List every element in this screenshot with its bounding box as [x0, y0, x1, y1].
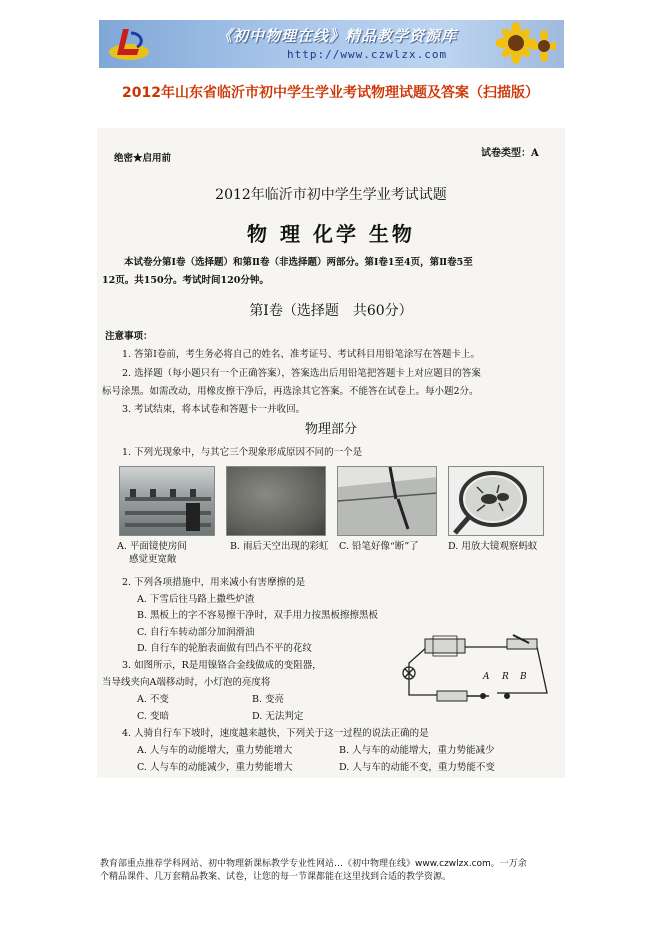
- scanned-exam-page: [97, 128, 565, 778]
- q1-option-d: D. 用放大镜观察蚂蚁: [448, 541, 538, 552]
- q3-option-c: C. 变暗: [137, 711, 169, 722]
- exam-title: 2012年临沂市初中学生学业考试试题: [215, 187, 447, 203]
- q1-option-a-line1: A. 平面镜使房间: [117, 541, 187, 552]
- note-2a: 2. 选择题（每小题只有一个正确答案），答案选出后用铅笔把答题卡上对应题目的答案: [122, 368, 481, 379]
- q1-option-c: C. 铅笔好像“断”了: [339, 541, 419, 552]
- q3-option-b: B. 变亮: [252, 694, 285, 705]
- mirror-room-photo: [119, 466, 215, 536]
- page-heading: 2012年山东省临沂市初中学生学业考试物理试题及答案（扫描版）: [122, 85, 539, 101]
- part1-title: 第Ⅰ卷（选择题 共60分）: [249, 303, 413, 319]
- q4-option-a: A. 人与车的动能增大，重力势能增大: [137, 745, 293, 756]
- secret-label: 绝密★启用前: [114, 153, 172, 164]
- banner-url[interactable]: http://www.czwlzx.com: [287, 48, 448, 61]
- q2-option-c: C. 自行车转动部分加润滑油: [137, 627, 255, 638]
- footer-line-2: 个精品课件、几万套精品教案、试卷，让您的每一节课都能在这里找到合适的教学资源。: [100, 872, 452, 882]
- bent-pencil-photo: [337, 466, 437, 536]
- circuit-diagram: [397, 633, 557, 713]
- intro-line-2: 12页。共150分。考试时间120分钟。: [102, 275, 269, 286]
- q2-option-a: A. 下雪后往马路上撒些炉渣: [137, 594, 255, 605]
- site-banner: [99, 20, 564, 68]
- paper-type: 试卷类型：A: [481, 148, 539, 159]
- q1-option-a-line2: 感觉更宽敞: [129, 554, 177, 565]
- q3-option-a: A. 不变: [137, 694, 169, 705]
- q3-option-d: D. 无法判定: [252, 711, 304, 722]
- question-3-line1: 3. 如图所示，R是用镍铬合金线做成的变阻器，: [122, 660, 322, 671]
- q2-option-b: B. 黑板上的字不容易擦干净时，双手用力按黑板擦擦黑板: [137, 610, 379, 621]
- question-1: 1. 下列光现象中，与其它三个现象形成原因不同的一个是: [122, 447, 363, 458]
- q4-option-c: C. 人与车的动能减少，重力势能增大: [137, 762, 293, 773]
- q1-option-b: B. 雨后天空出现的彩虹: [230, 541, 329, 552]
- sunflower-icon: [496, 22, 556, 68]
- question-3-line2: 当导线夹向A端移动时，小灯泡的亮度将: [102, 677, 271, 688]
- footer-text: [100, 858, 570, 884]
- intro-line-1: 本试卷分第Ⅰ卷（选择题）和第Ⅱ卷（非选择题）两部分。第Ⅰ卷1至4页，第Ⅱ卷5至: [124, 257, 473, 268]
- q4-option-b: B. 人与车的动能增大，重力势能减少: [339, 745, 495, 756]
- circuit-label-a: A: [483, 672, 490, 682]
- notes-title: 注意事项：: [105, 331, 153, 342]
- circuit-label-r: R: [502, 672, 509, 682]
- site-logo-icon: [107, 25, 151, 63]
- subjects-title: 物 理 化学 生物: [247, 222, 415, 246]
- rainbow-photo: [226, 466, 326, 536]
- footer-line-1: 教育部重点推荐学科网站、初中物理新课标教学专业性网站…《初中物理在线》www.czwlzx.com。一万余: [100, 859, 527, 869]
- q4-option-d: D. 人与车的动能不变，重力势能不变: [339, 762, 495, 773]
- note-1: 1. 答第Ⅰ卷前，考生务必将自己的姓名、准考证号、考试科目用铅笔涂写在答题卡上。: [122, 349, 480, 360]
- question-4: 4. 人骑自行车下坡时，速度越来越快，下列关于这一过程的说法正确的是: [122, 728, 429, 739]
- magnifier-ant-photo: [448, 466, 544, 536]
- question-2: 2. 下列各项措施中，用来减小有害摩擦的是: [122, 577, 306, 588]
- note-2b: 标号涂黑。如需改动，用橡皮擦干净后，再选涂其它答案。不能答在试卷上。每小题2分。: [102, 386, 479, 397]
- q2-option-d: D. 自行车的轮胎表面做有凹凸不平的花纹: [137, 643, 312, 654]
- section-title: 物理部分: [304, 422, 357, 437]
- note-3: 3. 考试结束，将本试卷和答题卡一并收回。: [122, 404, 306, 415]
- banner-title: 《初中物理在线》精品教学资源库: [217, 27, 458, 45]
- circuit-label-b: B: [520, 672, 527, 682]
